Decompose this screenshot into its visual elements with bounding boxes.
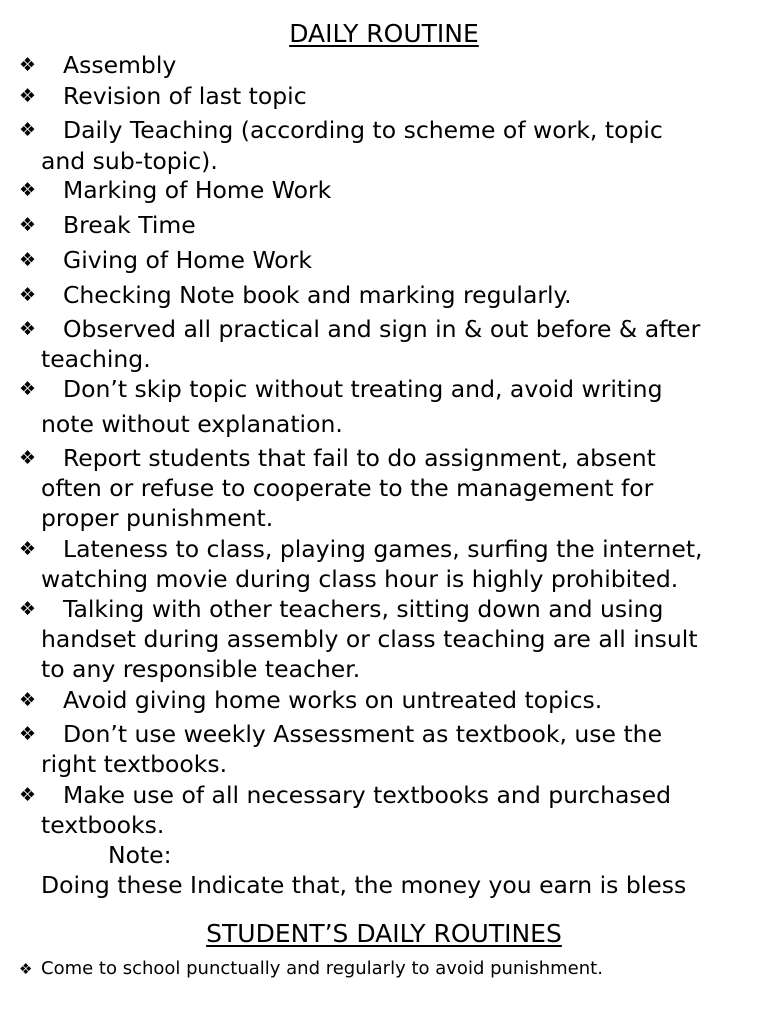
diamond-bullet-icon: ❖ [19,214,37,236]
routine-item-line: Don’t skip topic without treating and, avoid writing [63,375,663,403]
routine-item-line: right textbooks. [41,750,228,778]
routine-item-line: often or refuse to cooperate to the management for [41,474,654,502]
diamond-bullet-icon: ❖ [19,784,37,806]
diamond-bullet-icon: ❖ [19,538,37,560]
routine-item-line: Observed all practical and sign in & out before & after [63,315,701,343]
diamond-bullet-icon: ❖ [19,179,37,201]
diamond-bullet-icon: ❖ [19,284,37,306]
diamond-bullet-icon: ❖ [19,689,37,711]
routine-item-line: Make use of all necessary textbooks and purchased [63,781,671,809]
diamond-bullet-icon: ❖ [19,318,37,340]
routine-item-line: Report students that fail to do assignment, absent [63,444,656,472]
routine-item-line: proper punishment. [41,504,274,532]
diamond-bullet-icon: ❖ [19,249,37,271]
routine-item-line: to any responsible teacher. [41,655,361,683]
routine-item-line: watching movie during class hour is highly prohibited. [41,565,679,593]
diamond-bullet-icon: ❖ [19,723,37,745]
routine-item-line: textbooks. [41,811,165,839]
diamond-bullet-icon: ❖ [19,960,33,978]
diamond-bullet-icon: ❖ [19,85,37,107]
diamond-bullet-icon: ❖ [19,119,37,141]
routine-item-line: Checking Note book and marking regularly. [63,281,572,309]
routine-item-line: Giving of Home Work [63,246,312,274]
routine-item-line: Don’t use weekly Assessment as textbook, use the [63,720,663,748]
routine-item-line: Marking of Home Work [63,176,332,204]
note-text: Doing these Indicate that, the money you earn is bless [41,871,687,899]
routine-item-line: Assembly [63,51,177,79]
daily-routine-title: DAILY ROUTINE [289,19,479,48]
routine-item-line: handset during assembly or class teaching are all insult [41,625,698,653]
student-routine-item-text: Come to school punctually and regularly to avoid punishment. [41,958,603,979]
diamond-bullet-icon: ❖ [19,378,37,400]
routine-item-line: Daily Teaching (according to scheme of work, topic [63,116,663,144]
diamond-bullet-icon: ❖ [19,54,37,76]
routine-item-line: note without explanation. [41,410,343,438]
routine-item-line: Talking with other teachers, sitting down and using [63,595,664,623]
note-label: Note: [108,841,172,869]
student-routine-title: STUDENT’S DAILY ROUTINES [206,919,562,948]
routine-item-line: Revision of last topic [63,82,307,110]
routine-item-line: Break Time [63,211,196,239]
routine-item-line: Lateness to class, playing games, surfing the internet, [63,535,703,563]
routine-item-line: and sub-topic). [41,147,218,175]
routine-item-line: teaching. [41,345,151,373]
diamond-bullet-icon: ❖ [19,598,37,620]
diamond-bullet-icon: ❖ [19,447,37,469]
routine-item-line: Avoid giving home works on untreated topics. [63,686,603,714]
